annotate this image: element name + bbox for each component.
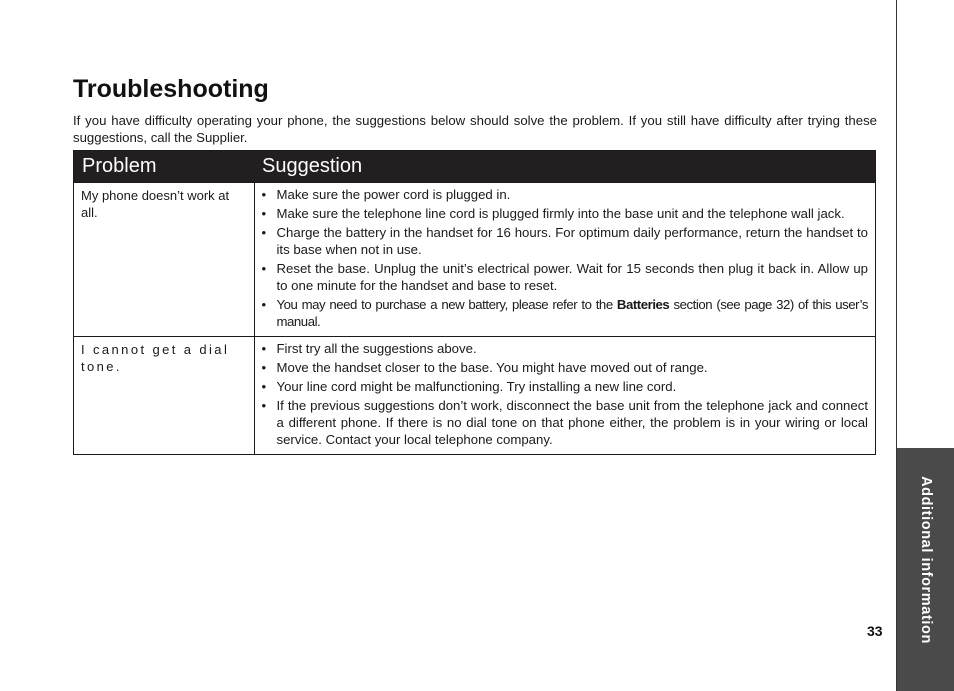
battery-note-text: section (see page 32) of this user’s manual. <box>276 297 868 329</box>
suggestion-item: • Charge the battery in the handset for 16 hours. For optimum daily performance, return the handset to its base when not in use. <box>262 224 869 258</box>
suggestion-list <box>262 186 869 330</box>
problem-column-header: Problem <box>74 151 255 183</box>
section-tab-label: Additional information <box>918 476 934 644</box>
suggestion-item: • Make sure the power cord is plugged in. <box>262 186 869 203</box>
battery-note-text: You may need to purchase a new battery, please refer to the <box>276 297 617 312</box>
suggestion-item: • First try all the suggestions above. <box>262 340 869 357</box>
suggestion-cell <box>254 183 876 337</box>
page-title: Troubleshooting <box>73 75 269 103</box>
suggestion-item: • Move the handset closer to the base. You might have moved out of range. <box>262 359 869 376</box>
suggestion-cell <box>254 337 876 455</box>
suggestion-item: • Reset the base. Unplug the unit’s electrical power. Wait for 15 seconds then plug it back in. Allow up to one minute for the handset and base to reset. <box>262 260 869 294</box>
suggestion-item: • Your line cord might be malfunctioning. Try installing a new line cord. <box>262 378 869 395</box>
table-row <box>74 337 876 455</box>
suggestion-column-header: Suggestion <box>254 151 876 183</box>
batteries-reference: Batteries <box>616 297 670 312</box>
table-header-row <box>74 151 876 183</box>
troubleshooting-table <box>73 150 876 455</box>
suggestion-item: • Make sure the telephone line cord is plugged firmly into the base unit and the telephone wall jack. <box>262 205 869 222</box>
suggestion-item: • If the previous suggestions don’t work, disconnect the base unit from the telephone jack and connect a different phone. If there is no dial tone on that phone either, the problem is in your wiring or local service. Contact your local telephone company. <box>262 397 869 448</box>
intro-paragraph: If you have difficulty operating your phone, the suggestions below should solve the problem. If you still have difficulty after trying these suggestions, call the Supplier. <box>73 113 877 145</box>
page-number: 33 <box>867 623 883 639</box>
suggestion-item-battery <box>262 296 869 330</box>
suggestion-list <box>262 340 869 448</box>
table-row <box>74 183 876 337</box>
problem-cell: My phone doesn’t work at all. <box>74 183 255 337</box>
problem-cell: I cannot get a dial tone. <box>74 337 255 455</box>
